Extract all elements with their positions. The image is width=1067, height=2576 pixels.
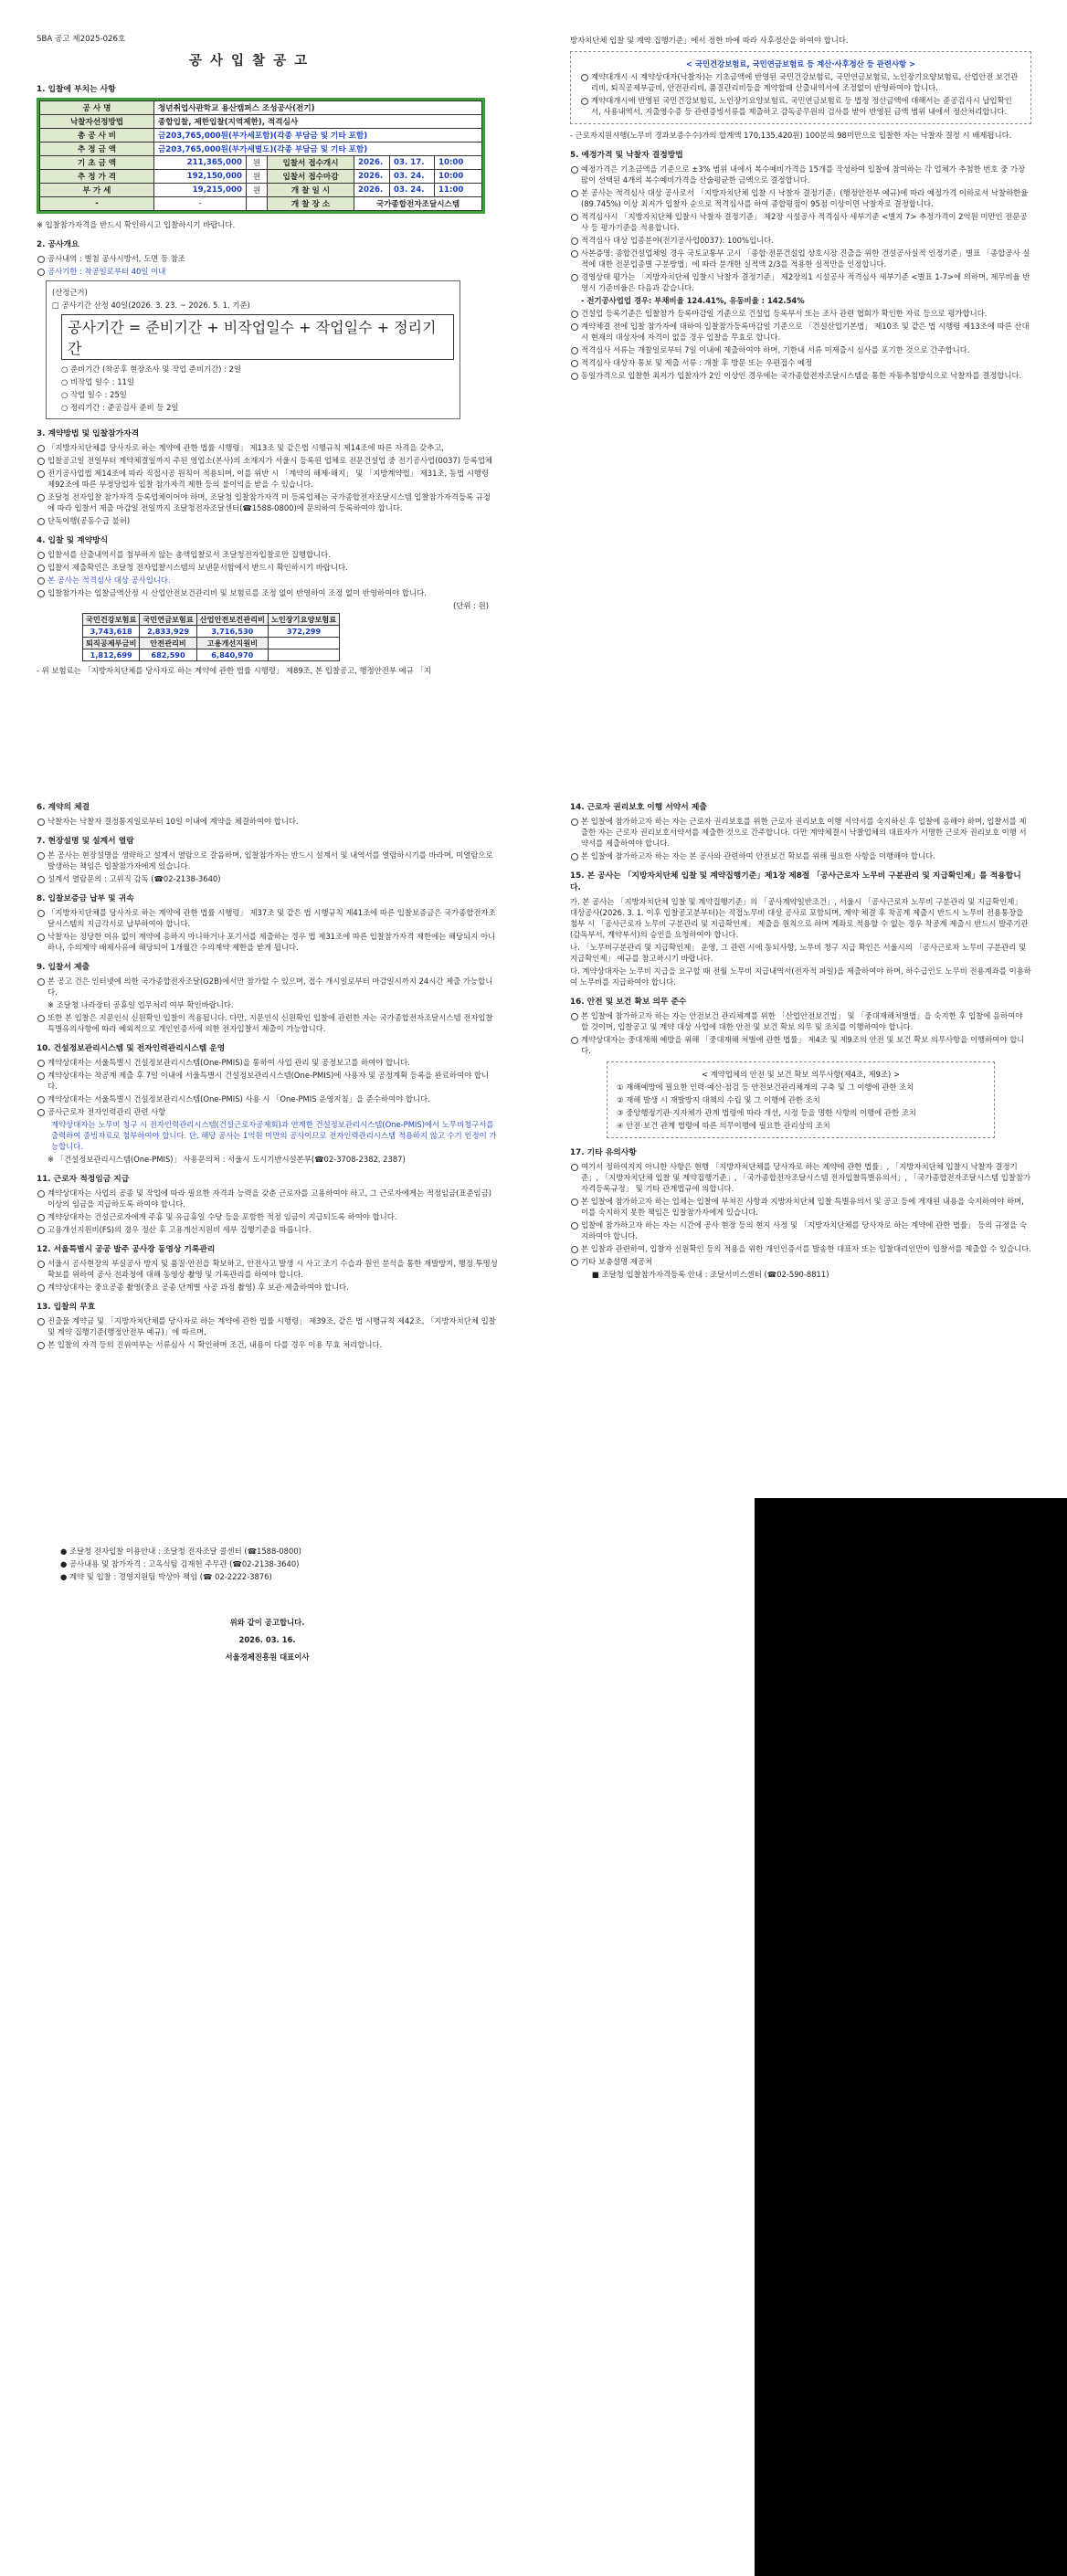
box-line: 계약대개시에 반영된 국민건강보험료, 노인장기요양보험료, 국민연금보험료 등 법정 정산금액에 대해서는 준공검사시 납입확인서, 사용내역서, 지출영수증 등 관련증빙서류를 제출하고 감독공무원의 검사를 받아 반영된 금액 범위 내에서 정산처리합니다.	[580, 95, 1021, 117]
table-cell: 372,299	[268, 626, 339, 638]
money-unit: 원	[247, 184, 268, 197]
section-11-heading: 11. 근로자 적정임금 지급	[37, 1175, 130, 1184]
black-block	[755, 1644, 1067, 2576]
box-title: < 국민건강보험료, 국민연금보험료 등 계산·사후정산 등 관련사항 >	[685, 59, 916, 69]
list-item: 예정가격은 기초금액을 기준으로 ±3% 범위 내에서 복수예비가격을 15개를 작성하여 입찰에 참여하는 각 업체가 추첨한 번호 중 가장 많이 선택된 4개의 복수예비가격을 산술평균한 금액으로 결정합니다.	[570, 164, 1031, 185]
list-item: 본 공사는 적격심사 대상 공사입니다.	[37, 575, 498, 586]
settlement-box	[570, 51, 1031, 124]
money-unit: 원	[247, 170, 268, 184]
section-9-heading: 9. 입찰서 제출	[37, 963, 90, 972]
box-title: (산정근거)	[52, 288, 88, 297]
list-item: 본 공사는 현장설명을 생략하고 설계서 열람으로 갈음하며, 입찰참가자는 반드시 설계서 및 내역서를 열람하시기를 바라며, 미열람으로 발생하는 책임은 입찰참가자에게 있습니다.	[37, 850, 498, 871]
row-label: 공 사 명	[40, 101, 154, 115]
list-item: 계약상대자는 사업의 공종 및 작업에 따라 필요한 자격과 능력을 갖춘 근로자를 고용하여야 하고, 그 근로자에게는 적정임금(표준임금) 이상의 임금을 지급하도록 하여야 합니다.	[37, 1188, 498, 1209]
schedule-date: 03. 24.	[390, 184, 435, 197]
list-item: 경영상태 평가는 「지방자치단체 입찰시 낙찰자 결정기준」 제2장의1 시설공사 적격심사 세부기준 <별표 1-7>에 의하며, 제무비율 반영시 기준비율은 다음과 같습니다.	[570, 271, 1031, 293]
money-label: 부 가 세	[40, 184, 154, 197]
safety-duty-box	[607, 1061, 995, 1138]
list-item: - 전기공사업업 경우: 부채비율 124.41%, 유동비율 : 142.54%	[581, 296, 805, 305]
list-item: 입찰공고일 전일부터 계약체결일까지 주된 영업소(본사)의 소재지가 서울시 등록된 업체로 전문건설업 중 전기공사업(0037) 등록업체	[37, 455, 498, 466]
list-item: 계약상대자는 중요공종 촬영(중요 공종 단계별 사공 과정 촬영) 후 보관·제출하여야 합니다.	[37, 1282, 498, 1293]
section-4-heading: 4. 입찰 및 계약방식	[37, 536, 109, 545]
section-13-heading: 13. 입찰의 무효	[37, 1303, 96, 1312]
notice-date: 2026. 03. 16.	[238, 1635, 296, 1644]
box-title: < 계약업체의 안전 및 보건 확보 의무사항(제4조, 제9조) >	[702, 1070, 900, 1079]
schedule-time: 10:00	[435, 156, 482, 170]
list-item: 또한 본 입찰은 지문인식 신원확인 입찰이 적용됩니다. 다만, 지문인식 신원확인 입찰에 관련한 자는 국가종합전자조달시스템 전자입찰 특별유의사항에 따라 예외적으로 개인인증서에 의한 전자입찰서 제출이 가능합니다.	[37, 1012, 498, 1034]
list-item: 본 입찰에 참가하고자 하는 자는 본 공사와 관련하여 안전보건 확보를 위해 필요한 사항을 이행해야 합니다.	[570, 850, 1031, 861]
row-label: 추 정 금 액	[40, 143, 154, 156]
section-2-heading: 2. 공사개요	[37, 240, 79, 249]
table-cell: 6,840,970	[196, 649, 268, 661]
section-12-heading: 12. 서울특별시 공공 발주 공사장 동영상 기록관리	[37, 1245, 216, 1254]
table-header: 노인장기요양보험료	[268, 614, 339, 626]
box-line: ○ 작업 일수 : 25일	[61, 390, 127, 399]
list-item: 낙찰자는 정당한 이유 없이 계약에 응하지 아니하거나 포기서를 제출하는 경우 법 제31조에 따른 입찰참가자격 제한에는 해당되지 아니하나, 수의계약 배제사유에 해당되어 1개월간 수의계약 제한을 받게 됩니다.	[37, 931, 498, 953]
list-item: 적격심사 대상자 통보 및 제출 서류 : 개찰 후 방문 또는 우편접수 예정	[570, 357, 1031, 368]
table-cell: 1,812,699	[83, 649, 140, 661]
money-value: 19,215,000	[154, 184, 247, 197]
section-14-heading: 14. 근로자 권리보호 이행 서약서 제출	[570, 803, 707, 812]
schedule-time: 11:00	[435, 184, 482, 197]
list-item: 본 입찰에 참가하고자 하는 자는 근로자 권리보호를 위한 근로자 권리보호 이행 서약서를 숙지하신 후 입찰에 응해야 하며, 입찰서를 제출한 자는 근로자 권리보호서약서를 제출한 것으로 간주합니다. 다만 계약체결시 낙찰업체의 대표자가 서명한 근로자 권리보호 이행 서약서를 제출하여야 합니다.	[570, 816, 1031, 849]
table-header: 국민연금보험료	[140, 614, 196, 626]
box-line: □ 공사기간 산정 40일(2026. 3. 23. ~ 2026. 5. 1. 기준)	[52, 301, 250, 310]
list-item: 입찰서를 산출내역서를 첨부하지 않는 총액입찰로서 조달청전자입찰로만 집행합니다.	[37, 549, 498, 560]
list-item: 적격심사 대상 업종분야(전기공사업0037): 100%입니다.	[570, 235, 1031, 246]
list-item: 사본증명: 종합건설업체일 경우 국토교통부 고시 「종합·전문건설업 상호시장 진출을 위한 건설공사실적 인정기준」별표 「종합공사 실적에 대한 전문업종별 구분방법」에 따라 분개한 실적액 2/3를 적용한 실적만을 인정합니다.	[570, 248, 1031, 269]
list-item: 고용개선지원비(FS)의 경우 정산 후 고용개선지원비 세부 집행기준을 따릅니다.	[37, 1224, 498, 1235]
list-item: 조달청 전자입찰 참가자격 등록업체이어야 하며, 조달청 입찰참가자격 미 등록업체는 국가종합전자조달시스템 입찰참가자격등록 규정에 따라 입찰서 제출 마감일 전일까지 조달청전자조달센터(☎1588-0800)에 문의하여 등록하여야 합니다.	[37, 491, 498, 513]
footer-contacts	[60, 1544, 499, 1584]
row-label: 총 공 사 비	[40, 129, 154, 143]
page-title: 공 사 입 찰 공 고	[188, 54, 310, 69]
list-item: 입찰서 제출확인은 조달청 전자입찰시스템의 보낸문서함에서 반드시 확인하시기 바랍니다.	[37, 562, 498, 573]
list-item: 입찰에 참가하고자 하는 자는 시간에 공사 현장 등의 현지 사정 및 「지방자치단체를 당사자로 하는 계약에 관한 법률」 등의 규정을 숙지하여야 합니다.	[570, 1219, 1031, 1241]
contact-line: ■ 조달청 입찰참가자격등록 안내 : 조달서비스센터 (☎02-590-8811)	[592, 1270, 829, 1279]
list-item: 본 입찰에 참가하고자 하는 자는 안전보건 관리체계를 위한 「산업안전보건법」 및 「중대재해처벌법」을 숙지한 후 입찰에 응하여야 할 것이며, 입찰공고 및 계약 대상 사업에 대한 안전 및 보건 확보 의무 및 조치를 이행하여야 합니다.	[570, 1010, 1031, 1032]
section-1-note: ※ 입찰참가자격을 반드시 확인하시고 입찰하시기 바랍니다.	[37, 220, 236, 229]
schedule-time: 10:00	[435, 170, 482, 184]
list-item: 기타 보충설명 제공처	[570, 1256, 1031, 1267]
award-method: 종합입찰, 제한입찰(지역제한), 적격심사	[154, 115, 482, 129]
table-header: 산업안전보건관리비	[196, 614, 268, 626]
schedule-year: 2026.	[354, 170, 390, 184]
total-cost: 금203,765,000원(부가세포함)(각종 부담금 및 기타 포함)	[154, 129, 482, 143]
list-item: ※ 「건설정보관리시스템(One-PMIS)」 사용문의처 : 서울시 도시기반시설본부(☎02-3708-2382, 2387)	[48, 1155, 406, 1164]
list-item: 서울시 공사현장의 부실공사 방지 및 품질·안전을 확보하고, 안전사고 발생 시 사고 조기 수습과 원인 분석을 통한 재발방지, 행정 투명성 확보를 위하여 공사 전과정에 대해 동영상 촬영 및 기록관리를 하여야 합니다.	[37, 1258, 498, 1280]
contact-line: ● 계약 및 입찰 : 경영지원팀 박상아 책임 (☎ 02-2222-3876)	[60, 1572, 272, 1581]
document-number: SBA 공고 제2025-026호	[37, 35, 126, 44]
section-5-heading: 5. 예정가격 및 낙찰자 결정방법	[570, 151, 683, 160]
table-header: 퇴직공제부금비	[83, 638, 140, 649]
section-8-heading: 8. 입찰보증금 납부 및 귀속	[37, 894, 134, 903]
money-value: 211,365,000	[154, 156, 247, 170]
schedule-label: 입찰서 접수개시	[268, 156, 354, 170]
list-item: 적격심사시 「지방자치단체 입찰시 낙찰자 결정기준」 제2장 시설공사 적격심사 세부기준 <별지 7> 추정가격이 2억원 미만인 전문공사 등 평가기준을 적용합니다.	[570, 211, 1031, 233]
list-item: 공사근로자 전자인력관리 관련 사항	[37, 1106, 498, 1117]
row-label: 낙찰자선정방법	[40, 115, 154, 129]
schedule-date: 03. 17.	[390, 156, 435, 170]
box-line: ○ 정리기간 : 준공검사 준비 등 2일	[61, 403, 179, 412]
box-line: ○ 준비기간 (착공후 현장조사 및 작업 준비기간) : 2일	[61, 364, 242, 374]
period-basis-box	[46, 280, 460, 419]
estimated-amount: 금203,765,000원(부가세별도)(각종 부담금 및 기타 포함)	[154, 143, 482, 156]
section-10-heading: 10. 건설정보관리시스템 및 전자인력관리시스템 운영	[37, 1044, 226, 1053]
contact-line: ● 공사내용 및 참가자격 : 고옥식팀 김재헌 주무관 (☎02-2138-3640)	[60, 1559, 300, 1568]
list-item: 본 공고 건은 인터넷에 의한 국가종합전자조달(G2B)에서만 참가할 수 있으며, 접수 개시일로부터 마감일시까지 24시간 제출 가능합니다.	[37, 976, 498, 998]
table-cell: 3,716,530	[196, 626, 268, 638]
list-item: 공사기한 : 착공일로부터 40일 이내	[37, 266, 498, 277]
list-item: 계약상대자는 중대재해 예방을 위해 「중대재해 처벌에 관한 법률」 제4조 및 제9조의 안전 및 보건 확보 의무사항을 이행하여야 합니다.	[570, 1034, 1031, 1056]
left-column-top	[37, 75, 498, 678]
schedule-year: 2026.	[354, 184, 390, 197]
insurance-table	[82, 613, 340, 661]
table-header: 안전관리비	[140, 638, 196, 649]
black-block	[755, 1498, 1067, 1644]
list-item: 계약상대자는 착공계 제출 후 7일 이내에 서울특별시 건설정보관리시스템(One-PMIS)에 사용자 및 공정계획 등록을 완료하여야 합니다.	[37, 1070, 498, 1092]
schedule-year: 2026.	[354, 156, 390, 170]
list-item: 본 공사는 적격심사 대상 공사로서 「지방자치단체 입찰 시 낙찰자 결정기준」(행정안전부 예규)에 따라 예정가격 이하로서 낙찰하한율(89.745%) 이상 최저가 입찰자 순으로 적격심사를 하여 종합평점이 95점 이상이면 낙찰자로 결정합니다.	[570, 187, 1031, 209]
right-column-bottom	[570, 793, 1031, 1282]
list-item: 설계서 열람문의 : 고위직 감독 (☎02-2138-3640)	[37, 873, 498, 884]
list-item: 전기공사업법 제14조에 따라 직접시공 원칙이 적용되며, 이를 위반 시 「계약의 해제·해지」 및 「지방계약법」 제31조, 동법 시행령 제92조에 따른 부정당업자 입찰 참가자격 제한 등의 불이익을 받을 수 있습니다.	[37, 468, 498, 490]
list-item: 「지방자치단체를 당사자로 하는 계약에 관한 법률 시행령」 제13조 및 같은법 시행규칙 제14조에 따른 자격을 갖추고,	[37, 442, 498, 453]
list-item: 나. 「노무비구분관리 및 지급확인제」 운영, 그 관련 시에 동되사항, 노무비 청구 지급 확인은 서울시의 「공사근로자 노무비 구분관리 및 지급확인제」 예규를 참고하시기 바랍니다.	[570, 943, 1027, 963]
box-line: ① 재해예방에 필요한 인력·예산·점검 등 안전보건관리체계의 구축 및 그 이행에 관한 조치	[617, 1082, 914, 1092]
list-item: ※ 조달청 나라장터 공휴일 업무처리 여부 확인바랍니다.	[48, 1000, 234, 1009]
schedule-label: 입찰서 접수마감	[268, 170, 354, 184]
labor-cost-note: - 근로자지원시행(노무비 경과보증수수)가의 합계액 170,135,420원) 100분의 98미만으로 입찰한 자는 낙찰자 결정 시 배제됩니다.	[570, 131, 1012, 140]
bid-info-table	[37, 98, 485, 214]
table-cell: 682,590	[140, 649, 196, 661]
list-item: 단독이행(공동수급 불허)	[37, 515, 498, 526]
box-line: 계약대개시 시 계약상대자(낙찰자)는 기초금액에 반영된 국민건강보험료, 국민연금보험료, 노인장기요양보험료, 산업안전 보건관리비, 퇴직공제부금비, 안전관리비, 품질관리비등을 계약할때 산출내역서에 조정없이 반영하여야 합니다.	[580, 71, 1021, 93]
table-cell: 2,833,929	[140, 626, 196, 638]
section-6-heading: 6. 계약의 체결	[37, 803, 90, 812]
list-item: 건설업 등록기준은 입찰참가 등록마감일 기준으로 건설업 등록부서 또는 조사 관련 협회가 확인한 자료 등으로 평가합니다.	[570, 308, 1031, 319]
right-column-top	[570, 33, 1031, 383]
list-item: 「지방자치단체를 당사자로 하는 계약에 관한 법률 시행령」 제37조 및 같은 법 시행규칙 제41조에 따른 입찰보증금은 국가종합전자조달시스템의 지급각서로 납부하여야 합니다.	[37, 907, 498, 929]
list-item: 동일가격으로 입찰한 최저가 입찰자가 2인 이상인 경우에는 국가종합전자조달시스템을 통한 자동추첨방식으로 낙찰자를 결정합니다.	[570, 370, 1031, 381]
issuer-name: 서울경제진흥원 대표이사	[225, 1652, 310, 1662]
list-item: 계약상대자는 서울특별시 건설정보관리시스템(One-PMIS)을 통하여 사업 관리 및 공정보고를 하여야 합니다.	[37, 1057, 498, 1068]
project-name: 청년취업사관학교 용산캠퍼스 조성공사(전기)	[154, 101, 482, 115]
table-header: 고용개선지원비	[196, 638, 268, 649]
box-line: ④ 안전·보건 관계 법령에 따른 의무이행에 필요한 관리상의 조치	[617, 1121, 830, 1130]
section-17-heading: 17. 기타 유의사항	[570, 1148, 637, 1157]
footer-signature	[37, 1615, 498, 1664]
list-item: 여기서 정하여지지 아니한 사항은 현행 「지방자치단체를 당사자로 하는 계약에 관한 법률」, 「지방자치단체 입찰시 낙찰자 결정기준」, 「지방자치단체 입찰 및 계약집행기준」, 「국가종합전자조달시스템 전자입찰특별유의서」, 「국가종합전자조달시스템 입찰참가자격등록규정」 및 기타 관계법규에 의합니다.	[570, 1161, 1031, 1194]
list-item: 가. 본 공사는 「지방자치단체 입찰 및 계약집행기준」의 「공사계약일반조건」, 서울시 「공사근로자 노무비 구분관리 및 지급확인제」 대상공사(2026. 3. 1. 이후 입찰공고분부터)는 직접노무비 대상 공사로 포함되며, 계약 체결 후 착공계 제출시 반드시 노무비 전용통장을 첨부 시 「공사근로자 노무비 구분관리 및 지급확인제」 제출을 원칙으로 하며 계좌로 적용할 수 없는 경우 착공계 제출시 반드시 발주기관(감독부서, 계약부서)의 승인을 요청하여야 합니다.	[570, 897, 1029, 939]
list-item: 계약상대자는 노무비 청구 시 전자인력관리시스템(건설근로자공제회)과 연계한 건설정보관리시스템(One-PMIS)에서 노무비청구서를 출력하여 증빙자료로 첨부하여야 합니다. 단, 해당 공사는 1억원 미만의 공사이므로 전자인력관리시스템 적용하지 않고 수기 인정이 가능합니다.	[51, 1120, 497, 1151]
money-label: 기 초 금 액	[40, 156, 154, 170]
list-item: 공사내역 : 별첨 공사시방서, 도면 등 참조	[37, 253, 498, 264]
schedule-label: 개 찰 일 시	[268, 184, 354, 197]
section-16-heading: 16. 안전 및 보건 확보 의무 준수	[570, 998, 687, 1007]
box-line: ○ 비작업 일수 : 11일	[61, 377, 134, 386]
list-item: 낙찰자는 낙찰자 결정통지일로부터 10일 이내에 계약을 체결하여야 합니다.	[37, 816, 498, 827]
list-item: 계약체결 전에 입찰 참가자에 대하여 입찰참가등록마감일 기준으로 「건설산업기본법」 제10조 및 같은 법 시행령 제13조에 따른 산대시 현재의 대상자에 자격이 없을 경우 입찰을 무효로 합니다.	[570, 321, 1031, 343]
list-item: 적격심사 서류는 개찰일로부터 7일 이내에 제출하여야 하며, 기한내 서류 미제출시 심사를 포기한 것으로 간주합니다.	[570, 344, 1031, 355]
bid-place: 국가종합전자조달시스템	[354, 197, 482, 211]
money-label: 추 정 가 격	[40, 170, 154, 184]
box-formula: 공사기간 = 준비기간 + 비작업일수 + 작업일수 + 정리기간	[61, 314, 454, 360]
section-1-heading: 1. 입찰에 부치는 사항	[37, 85, 116, 94]
section-15-heading: 15. 본 공사는 「지방자치단체 입찰 및 계약집행기준」제1장 제8절 「공사근로자 노무비 구분관리 및 지급확인제」를 적용합니다.	[570, 871, 1021, 892]
list-item: 본 입찰의 자격 등의 진위여부는 서류심사 시 확인하며 조건, 내용이 다를 경우 이용 무효 처리합니다.	[37, 1339, 498, 1350]
money-label: -	[40, 197, 154, 211]
list-item: 입찰참가자는 입찰금액산정 시 산업안전보건관리비 및 보험료를 조정 없이 반영하여 조정 없이 반영하여야 합니다.	[37, 587, 498, 598]
list-item: 계약상대자는 건설근로자에게 주휴 및 유급휴일 수당 등을 포함한 적정 임금이 지급되도록 하여야 합니다.	[37, 1211, 498, 1222]
box-line: ② 재해 발생 시 재발방지 대책의 수립 및 그 이행에 관한 조치	[617, 1095, 820, 1104]
money-value: 192,150,000	[154, 170, 247, 184]
contact-line: ● 조달청 전자입찰 이용안내 : 조달청 전자조달 콜센터 (☎1588-0800)	[60, 1547, 301, 1556]
table-cell: 3,743,618	[83, 626, 140, 638]
list-item: 본 입찰에 참가하고자 하는 업체는 입찰에 부쳐진 사항과 지방자치단체 입찰 특별유의서 및 공고 등에 게재된 내용을 숙지하여야 하며, 이를 숙지하지 못한 책임은 입찰참가자에게 있습니다.	[570, 1196, 1031, 1218]
box-line: ③ 중앙행정기관·지자체가 관계 법령에 따라 개선, 시정 등을 명한 사항의 이행에 관한 조치	[617, 1108, 916, 1117]
continued-text: 방자치단체 입찰 및 계약 집행기준」에서 정한 바에 따라 사후정산을 하여야 합니다.	[570, 36, 849, 45]
list-item: 다. 계약상대자는 노무비 지급을 요구할 때 전월 노무비 지급내역서(전자적 파일)을 제출하여야 하며, 하수급인도 노무비 전용계좌를 이용하여 노무비를 지급하여야 합니다.	[570, 966, 1031, 987]
section-3-heading: 3. 계약방법 및 입찰참가자격	[37, 429, 140, 438]
closing-text: 위와 같이 공고합니다.	[229, 1618, 305, 1627]
money-unit: 원	[247, 156, 268, 170]
table-header: 국민건강보험료	[83, 614, 140, 626]
schedule-date: 03. 24.	[390, 170, 435, 184]
insurance-note: - 위 보험료는 「지방자치단체를 당사자로 하는 계약에 관한 법률 시행령」 제89조, 본 입찰공고, 행정안전부 예규 「지	[37, 666, 431, 675]
left-column-bottom	[37, 793, 498, 1352]
money-value: -	[154, 197, 247, 211]
schedule-label: 개 찰 장 소	[268, 197, 354, 211]
list-item: 본 입찰과 관련하여, 입찰자 신원확인 등의 적용을 위한 개인인증서를 발송한 대표자 또는 입찰대리인만이 입찰서를 제출할 수 있습니다.	[570, 1243, 1031, 1254]
list-item: 계약상대자는 서울특별시 건설정보관리시스템(One-PMIS) 사용 시 「One-PMIS 운영지침」을 준수하여야 합니다.	[37, 1093, 498, 1104]
list-item: 진출물 계약금 및 「지방자치단체를 당사자로 하는 계약에 관한 법률 시행령」 제39조, 같은 법 시행규칙 제42조, 「지방자치단체 입찰 및 계약 집행기준(행정안전부 예규)」에 따르며,	[37, 1315, 498, 1337]
unit-label: (단위 : 원)	[453, 601, 489, 610]
section-7-heading: 7. 현장설명 및 설계서 열람	[37, 837, 134, 846]
